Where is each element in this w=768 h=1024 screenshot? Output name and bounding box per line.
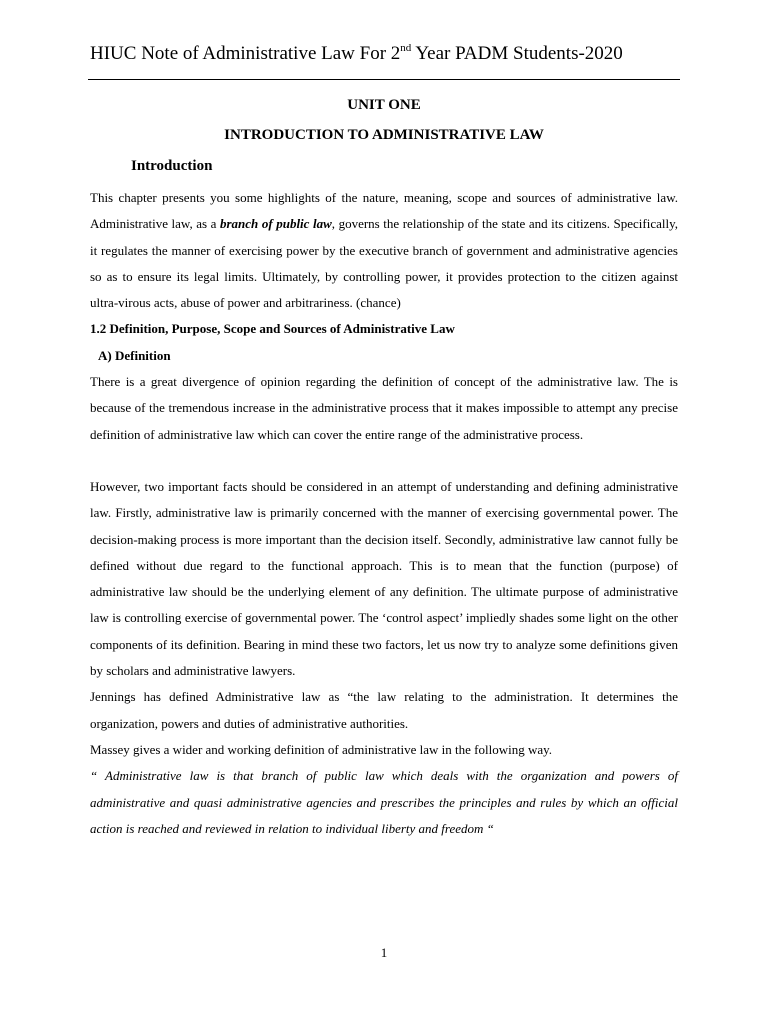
intro-text-start: This chapter presents you some highlights of the nature, meaning, scope and sources of administrative law. Administrative law, as a — [90, 190, 678, 232]
header-rule — [88, 79, 680, 80]
massey-quote: “ Administrative law is that branch of public law which deals with the organization and powers of administrative and quasi administrative agencies and prescribes the principles and rules by which an official action is reached and reviewed in relation to individual liberty and freedom “ — [90, 768, 678, 836]
header-superscript: nd — [400, 42, 412, 54]
unit-title: UNIT ONE — [347, 97, 421, 113]
header-text-suffix: Year PADM Students-2020 — [411, 43, 623, 64]
intro-emphasis: branch of public law — [219, 216, 332, 232]
section-heading: 1.2 Definition, Purpose, Scope and Sources of Administrative Law — [90, 321, 455, 337]
facts-paragraph: However, two important facts should be considered in an attempt of understanding and defining administrative law. Firstly, administrative law is primarily concerned with the manner of exercising governmental power. The decision-making process is more important than the decision itself. Secondly, administrative law cannot fully be defined without due regard to the functional approach. This is to mean that the function (purpose) of administrative law should be the underlying element of any definition. The ultimate purpose of administrative law is controlling exercise of governmental power. The ‘control aspect’ impliedly shades some light on the other components of its definition. Bearing in mind these two factors, let us now try to analyze some definitions given by scholars and administrative lawyers. — [90, 478, 678, 679]
intro-heading: Introduction — [131, 158, 213, 174]
massey-paragraph: Massey gives a wider and working definition of administrative law in the following way. — [90, 741, 553, 757]
page-header — [90, 43, 690, 65]
body-text — [90, 185, 678, 842]
intro-paragraph — [90, 185, 678, 316]
chapter-title: INTRODUCTION TO ADMINISTRATIVE LAW — [224, 127, 544, 143]
header-text: HIUC Note of Administrative Law For 2 — [90, 43, 401, 64]
intro-text-end: , governs the relationship of the state and its citizens. Specifically, it regulates the manner of exercising power by the executive branch of government and administrative agencies so as to ensure its legal limits. Ultimately, by controlling power, it provides protection to the citizen against ultra-virous acts, abuse of power and arbitrariness. (chance) — [90, 216, 679, 311]
definition-paragraph: There is a great divergence of opinion regarding the definition of concept of the administrative law. The is because of the tremendous increase in the administrative process that it makes impossible to attempt any precise definition of administrative law which can cover the entire range of the administrative process. — [90, 374, 678, 442]
page-number: 1 — [380, 945, 388, 960]
paragraph-gap — [90, 448, 678, 474]
jennings-paragraph: Jennings has defined Administrative law as “the law relating to the administration. It determines the organization, powers and duties of administrative authorities. — [90, 689, 678, 731]
subsection-heading: A) Definition — [98, 347, 171, 363]
